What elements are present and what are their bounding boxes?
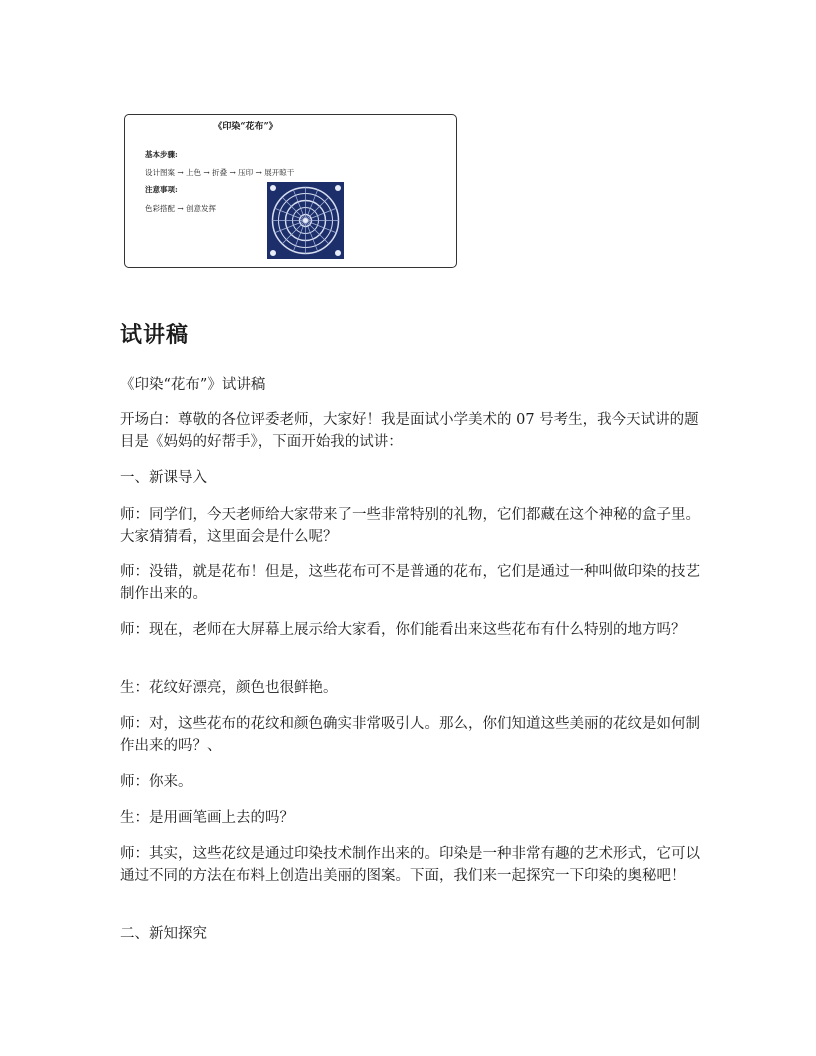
paragraph: 师：同学们，今天老师给大家带来了一些非常特别的礼物，它们都藏在这个神秘的盒子里。大家猜猜看，这里面会是什么呢？ [120,507,700,545]
paragraph: 师：其实，这些花纹是通过印染技术制作出来的。印染是一种非常有趣的艺术形式，它可以通过不同的方法在布料上创造出美丽的图案。下面，我们来一起探究一下印染的奥秘吧！ [120,846,700,884]
paragraph: 师：没错，就是花布！但是，这些花布可不是普通的花布，它们是通过一种叫做印染的技艺制作出来的。 [120,564,700,602]
paragraph: 师：对，这些花布的花纹和颜色确实非常吸引人。那么，你们知道这些美丽的花纹是如何制作出来的吗？、 [120,716,700,754]
paragraph: 生：是用画笔画上去的吗？ [120,810,294,826]
board-notes: 色彩搭配 → 创意发挥 [145,204,217,213]
board-steps: 设计图案 → 上色 → 折叠 → 压印 → 展开晾干 [145,168,295,177]
tie-dye-fabric-image [267,182,344,259]
board-steps-heading: 基本步骤: [145,150,178,159]
paragraph: 《印染“花布”》试讲稿 [120,377,266,393]
paragraph: 一、新课导入 [120,470,207,486]
paragraph: 师：你来。 [120,774,193,790]
board-title: 《印染“花布”》 [213,122,278,132]
paragraph: 二、新知探究 [120,926,207,942]
document-heading: 试讲稿 [120,323,190,348]
paragraph: 开场白：尊敬的各位评委老师，大家好！我是面试小学美术的 07 号考生，我今天试讲的题目是《妈妈的好帮手》，下面开始我的试讲： [120,412,699,450]
blackboard-design-box [124,114,457,268]
board-notes-heading: 注意事项: [145,185,178,194]
paragraph: 生：花纹好漂亮，颜色也很鲜艳。 [120,680,338,696]
paragraph: 师：现在，老师在大屏幕上展示给大家看，你们能看出来这些花布有什么特别的地方吗？ [120,622,686,638]
